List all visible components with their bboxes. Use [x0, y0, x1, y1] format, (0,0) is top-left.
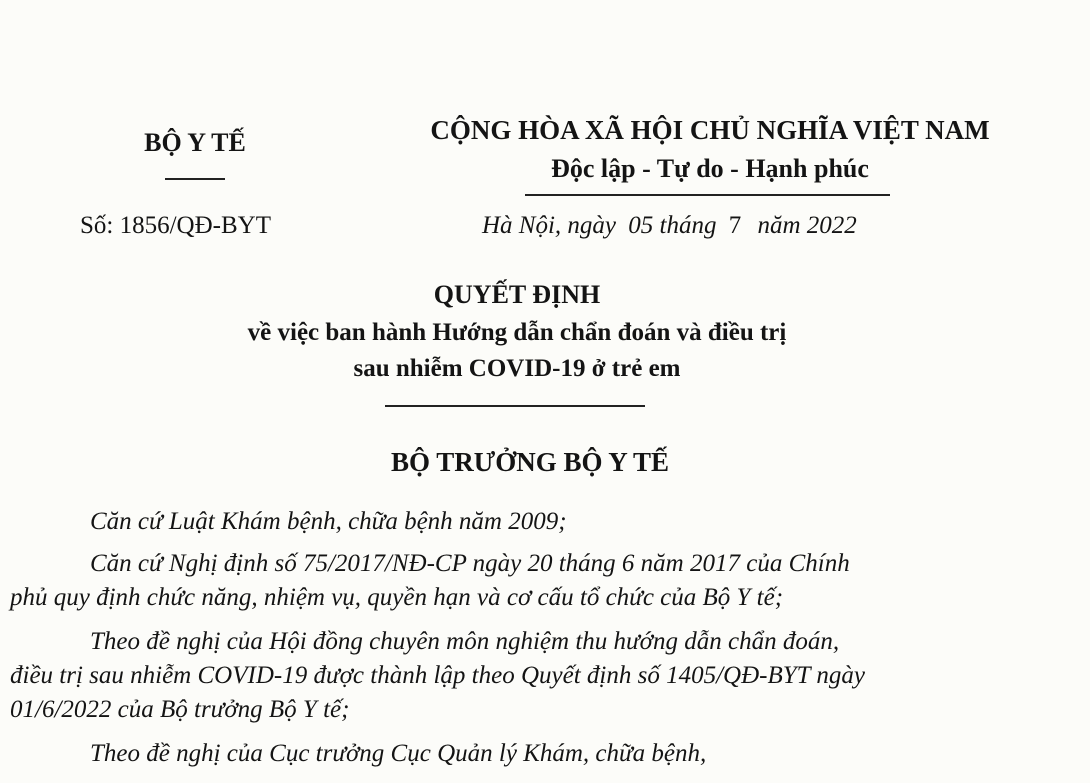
issuer-title: BỘ TRƯỞNG BỘ Y TẾ: [390, 447, 670, 477]
ministry-underline: [165, 178, 225, 180]
proposal-1-line2: điều trị sau nhiễm COVID-19 được thành lập theo Quyết định số 1405/QĐ-BYT ngày: [10, 662, 865, 689]
proposal-1-line3: 01/6/2022 của Bộ trưởng Bộ Y tế;: [10, 696, 350, 723]
basis-paragraph-2: [10, 547, 1020, 615]
basis-paragraph-1: [10, 505, 1020, 539]
date-year: năm 2022: [757, 212, 857, 239]
decision-title: QUYẾT ĐỊNH: [433, 280, 601, 309]
location-date-prefix: Hà Nội, ngày: [482, 212, 617, 239]
date-day: 05: [628, 212, 654, 239]
basis-2-line2: phủ quy định chức năng, nhiệm vụ, quyền hạn và cơ cấu tổ chức của Bộ Y tế;: [10, 584, 784, 611]
proposal-1-line1: Theo đề nghị của Hội đồng chuyên môn nghiệm thu hướng dẫn chẩn đoán,: [90, 628, 840, 655]
decision-subtitle-line1: về việc ban hành Hướng dẫn chẩn đoán và điều trị: [247, 319, 787, 346]
proposal-paragraph-1: [10, 625, 1020, 727]
decision-subtitle-line2: sau nhiễm COVID-19 ở trẻ em: [353, 355, 681, 382]
proposal-2-text: Theo đề nghị của Cục trưởng Cục Quản lý Khám, chữa bệnh,: [90, 740, 707, 767]
location-date: [482, 212, 857, 240]
basis-1-text: Căn cứ Luật Khám bệnh, chữa bệnh năm 2009;: [90, 508, 567, 535]
title-underline: [385, 405, 645, 407]
document-number: Số: 1856/QĐ-BYT: [80, 212, 271, 239]
proposal-paragraph-2: [10, 737, 1020, 771]
basis-2-line1: Căn cứ Nghị định số 75/2017/NĐ-CP ngày 20 tháng 6 năm 2017 của Chính: [90, 550, 850, 577]
nation-name: CỘNG HÒA XÃ HỘI CHỦ NGHĨA VIỆT NAM: [430, 115, 990, 145]
motto-underline: [525, 194, 890, 196]
date-month: 7: [728, 212, 742, 239]
national-motto: Độc lập - Tự do - Hạnh phúc: [551, 154, 869, 183]
date-month-word: tháng: [659, 212, 717, 239]
ministry-name: BỘ Y TẾ: [144, 128, 246, 157]
